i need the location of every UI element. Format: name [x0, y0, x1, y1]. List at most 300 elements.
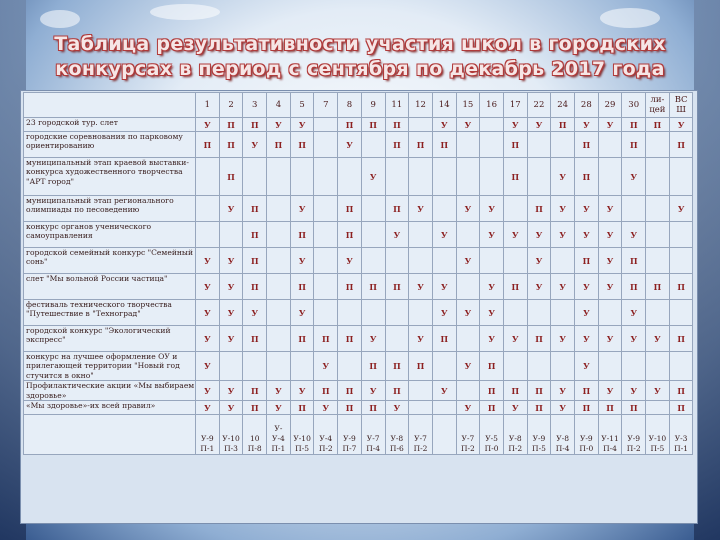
- totals-label: [24, 415, 196, 455]
- table-row: [24, 326, 693, 352]
- result-cell: П: [669, 274, 693, 300]
- result-cell: П: [338, 118, 362, 132]
- result-cell: У: [480, 196, 504, 222]
- total-cell: 10 П-8: [243, 415, 267, 455]
- row-label: конкурс на лучшее оформление ОУ и прилегающей территории "Новый год стучится в окно": [24, 352, 196, 381]
- column-header: 29: [598, 93, 622, 118]
- result-cell: П: [385, 381, 409, 401]
- total-cell: У-9 П-2: [622, 415, 646, 455]
- result-cell: П: [290, 132, 314, 158]
- total-cell: У- У-4 П-1: [267, 415, 291, 455]
- result-cell: П: [267, 132, 291, 158]
- table-row: [24, 381, 693, 401]
- result-cell: [456, 132, 480, 158]
- result-cell: У: [432, 300, 456, 326]
- result-cell: П: [646, 274, 670, 300]
- result-cell: [267, 274, 291, 300]
- result-cell: У: [598, 248, 622, 274]
- result-cell: [503, 352, 527, 381]
- result-cell: У: [551, 401, 575, 415]
- result-cell: [409, 401, 433, 415]
- result-cell: У: [598, 118, 622, 132]
- result-cell: П: [361, 274, 385, 300]
- total-cell: У-7 П-4: [361, 415, 385, 455]
- result-cell: [456, 326, 480, 352]
- result-cell: [314, 158, 338, 196]
- column-header: 11: [385, 93, 409, 118]
- result-cell: [338, 158, 362, 196]
- result-cell: [267, 222, 291, 248]
- result-cell: У: [622, 381, 646, 401]
- result-cell: У: [646, 326, 670, 352]
- result-cell: У: [503, 118, 527, 132]
- total-cell: У-9 П-5: [527, 415, 551, 455]
- result-cell: П: [598, 401, 622, 415]
- column-header: 5: [290, 93, 314, 118]
- result-cell: [290, 158, 314, 196]
- result-cell: [267, 248, 291, 274]
- result-cell: [622, 352, 646, 381]
- result-cell: У: [219, 381, 243, 401]
- result-cell: П: [338, 196, 362, 222]
- result-cell: У: [575, 300, 599, 326]
- result-cell: У: [456, 196, 480, 222]
- result-cell: [196, 196, 220, 222]
- result-cell: П: [385, 196, 409, 222]
- result-cell: П: [669, 381, 693, 401]
- result-cell: [646, 401, 670, 415]
- result-cell: У: [219, 274, 243, 300]
- result-cell: [361, 300, 385, 326]
- result-cell: У: [196, 300, 220, 326]
- result-cell: [409, 222, 433, 248]
- table-row: [24, 222, 693, 248]
- result-cell: П: [290, 326, 314, 352]
- result-cell: У: [575, 326, 599, 352]
- result-cell: У: [432, 381, 456, 401]
- result-cell: У: [503, 326, 527, 352]
- table-row: [24, 274, 693, 300]
- column-header: 30: [622, 93, 646, 118]
- snow-patch: [150, 4, 220, 20]
- result-cell: [669, 300, 693, 326]
- table-row: [24, 158, 693, 196]
- result-cell: У: [598, 381, 622, 401]
- result-cell: У: [196, 352, 220, 381]
- result-cell: П: [361, 401, 385, 415]
- result-cell: У: [551, 381, 575, 401]
- result-cell: [646, 222, 670, 248]
- result-cell: [598, 352, 622, 381]
- result-cell: У: [290, 381, 314, 401]
- result-cell: [669, 158, 693, 196]
- result-cell: П: [219, 158, 243, 196]
- result-cell: [551, 300, 575, 326]
- result-cell: П: [290, 274, 314, 300]
- header-row: [24, 93, 693, 118]
- result-cell: П: [575, 158, 599, 196]
- result-cell: У: [527, 248, 551, 274]
- result-cell: У: [196, 274, 220, 300]
- result-cell: У: [575, 222, 599, 248]
- column-header: 7: [314, 93, 338, 118]
- result-cell: П: [338, 222, 362, 248]
- result-cell: [432, 158, 456, 196]
- result-cell: П: [361, 352, 385, 381]
- result-cell: [314, 274, 338, 300]
- snow-patch: [40, 10, 80, 28]
- totals-row: [24, 415, 693, 455]
- result-cell: П: [527, 326, 551, 352]
- result-cell: У: [551, 158, 575, 196]
- result-cell: У: [409, 326, 433, 352]
- result-cell: П: [527, 196, 551, 222]
- page-title: Таблица результативности участия школ в городских конкурсах в период с сентября по декабрь 2017 года: [54, 33, 666, 80]
- result-cell: [456, 274, 480, 300]
- result-cell: [409, 381, 433, 401]
- result-cell: [646, 352, 670, 381]
- result-cell: П: [243, 381, 267, 401]
- result-cell: У: [267, 118, 291, 132]
- total-cell: У-8 П-4: [551, 415, 575, 455]
- result-cell: П: [575, 248, 599, 274]
- result-cell: [480, 248, 504, 274]
- result-cell: П: [196, 132, 220, 158]
- result-cell: П: [669, 326, 693, 352]
- result-cell: П: [669, 132, 693, 158]
- column-header: 2: [219, 93, 243, 118]
- column-header: 16: [480, 93, 504, 118]
- result-cell: У: [669, 196, 693, 222]
- result-cell: У: [456, 401, 480, 415]
- total-cell: [432, 415, 456, 455]
- result-cell: [503, 300, 527, 326]
- result-cell: [243, 158, 267, 196]
- total-cell: У-3 П-1: [669, 415, 693, 455]
- result-cell: У: [385, 222, 409, 248]
- result-cell: [527, 352, 551, 381]
- total-cell: У-8 П-2: [503, 415, 527, 455]
- result-cell: У: [385, 401, 409, 415]
- column-header: 3: [243, 93, 267, 118]
- result-cell: У: [622, 326, 646, 352]
- result-cell: П: [432, 132, 456, 158]
- result-cell: П: [385, 132, 409, 158]
- result-cell: У: [361, 158, 385, 196]
- result-cell: У: [243, 300, 267, 326]
- result-cell: У: [480, 326, 504, 352]
- result-cell: [361, 222, 385, 248]
- result-cell: П: [575, 401, 599, 415]
- result-cell: П: [409, 132, 433, 158]
- result-cell: [314, 248, 338, 274]
- result-cell: У: [598, 326, 622, 352]
- result-cell: У: [480, 222, 504, 248]
- result-cell: П: [503, 381, 527, 401]
- row-label: фестиваль технического творчества "Путешествие в "Техноград": [24, 300, 196, 326]
- result-cell: У: [290, 118, 314, 132]
- result-cell: У: [267, 401, 291, 415]
- result-cell: У: [503, 401, 527, 415]
- result-cell: П: [361, 118, 385, 132]
- result-cell: У: [219, 326, 243, 352]
- total-cell: У-9 П-1: [196, 415, 220, 455]
- result-cell: [267, 352, 291, 381]
- result-cell: У: [622, 222, 646, 248]
- result-cell: П: [527, 401, 551, 415]
- result-cell: [243, 352, 267, 381]
- result-cell: П: [314, 381, 338, 401]
- result-cell: [314, 196, 338, 222]
- result-cell: [432, 352, 456, 381]
- total-cell: У-9 П-7: [338, 415, 362, 455]
- result-cell: У: [219, 196, 243, 222]
- result-cell: У: [456, 118, 480, 132]
- result-cell: [361, 132, 385, 158]
- result-cell: У: [196, 381, 220, 401]
- result-cell: П: [243, 326, 267, 352]
- result-cell: П: [219, 118, 243, 132]
- result-cell: П: [646, 118, 670, 132]
- result-cell: [646, 196, 670, 222]
- result-cell: У: [196, 326, 220, 352]
- result-cell: У: [551, 196, 575, 222]
- result-cell: У: [219, 401, 243, 415]
- result-cell: У: [575, 196, 599, 222]
- total-cell: У-9 П-0: [575, 415, 599, 455]
- result-cell: [385, 300, 409, 326]
- column-header: ВС Ш: [669, 93, 693, 118]
- column-header: ли-цей: [646, 93, 670, 118]
- results-table: [23, 92, 693, 455]
- result-cell: У: [669, 118, 693, 132]
- row-label: слет "Мы вольной России частица": [24, 274, 196, 300]
- result-cell: У: [480, 300, 504, 326]
- result-cell: [622, 196, 646, 222]
- result-cell: П: [243, 222, 267, 248]
- result-cell: [267, 300, 291, 326]
- result-cell: У: [527, 274, 551, 300]
- result-cell: У: [432, 274, 456, 300]
- result-cell: [456, 222, 480, 248]
- result-cell: У: [338, 132, 362, 158]
- row-label: конкурс органов ученического самоуправления: [24, 222, 196, 248]
- result-cell: [646, 158, 670, 196]
- result-cell: У: [646, 381, 670, 401]
- result-cell: У: [622, 300, 646, 326]
- result-cell: У: [290, 196, 314, 222]
- result-cell: [527, 132, 551, 158]
- result-cell: [409, 300, 433, 326]
- total-cell: У-7 П-2: [409, 415, 433, 455]
- result-cell: П: [575, 132, 599, 158]
- result-cell: П: [338, 274, 362, 300]
- result-cell: У: [575, 352, 599, 381]
- column-header: 9: [361, 93, 385, 118]
- column-header: 14: [432, 93, 456, 118]
- result-cell: [361, 196, 385, 222]
- result-cell: У: [219, 248, 243, 274]
- result-cell: [314, 118, 338, 132]
- result-cell: [598, 300, 622, 326]
- result-cell: [385, 326, 409, 352]
- column-header: 28: [575, 93, 599, 118]
- snow-patch: [600, 8, 660, 28]
- result-cell: П: [338, 326, 362, 352]
- result-cell: [646, 300, 670, 326]
- header-corner: [24, 93, 196, 118]
- result-cell: П: [622, 132, 646, 158]
- result-cell: П: [385, 352, 409, 381]
- result-cell: [219, 352, 243, 381]
- result-cell: У: [243, 132, 267, 158]
- result-cell: П: [622, 401, 646, 415]
- result-cell: У: [527, 222, 551, 248]
- result-cell: [314, 300, 338, 326]
- result-cell: У: [551, 222, 575, 248]
- result-cell: П: [338, 401, 362, 415]
- total-cell: У-11 П-4: [598, 415, 622, 455]
- result-cell: [646, 248, 670, 274]
- column-header: 1: [196, 93, 220, 118]
- result-cell: [409, 118, 433, 132]
- result-cell: У: [432, 222, 456, 248]
- result-cell: [196, 222, 220, 248]
- result-cell: У: [456, 248, 480, 274]
- result-cell: П: [243, 274, 267, 300]
- result-cell: У: [456, 352, 480, 381]
- table-row: [24, 118, 693, 132]
- result-cell: П: [385, 118, 409, 132]
- total-cell: У-10 П-5: [290, 415, 314, 455]
- result-cell: [598, 132, 622, 158]
- result-cell: [314, 132, 338, 158]
- result-cell: [669, 222, 693, 248]
- result-cell: У: [361, 381, 385, 401]
- total-cell: У-10 П-3: [219, 415, 243, 455]
- row-label: городские соревнования по парковому ориентированию: [24, 132, 196, 158]
- result-cell: П: [432, 326, 456, 352]
- result-cell: У: [196, 248, 220, 274]
- result-cell: П: [575, 381, 599, 401]
- result-cell: У: [503, 222, 527, 248]
- result-cell: П: [290, 222, 314, 248]
- result-cell: [338, 300, 362, 326]
- table-row: [24, 248, 693, 274]
- result-cell: [669, 352, 693, 381]
- result-cell: П: [409, 352, 433, 381]
- result-cell: П: [622, 118, 646, 132]
- column-header: 4: [267, 93, 291, 118]
- result-cell: [361, 248, 385, 274]
- result-cell: У: [551, 274, 575, 300]
- column-header: 22: [527, 93, 551, 118]
- column-header: 8: [338, 93, 362, 118]
- result-cell: П: [480, 401, 504, 415]
- result-cell: У: [575, 118, 599, 132]
- result-cell: [314, 222, 338, 248]
- result-cell: У: [361, 326, 385, 352]
- result-cell: [456, 158, 480, 196]
- row-label: «Мы здоровье»-их всей правил»: [24, 401, 196, 415]
- result-cell: [456, 381, 480, 401]
- result-cell: У: [622, 158, 646, 196]
- row-label: 23 городской тур. слет: [24, 118, 196, 132]
- result-cell: П: [622, 248, 646, 274]
- result-cell: У: [598, 274, 622, 300]
- result-cell: П: [503, 158, 527, 196]
- result-cell: П: [243, 118, 267, 132]
- result-cell: У: [314, 352, 338, 381]
- result-cell: П: [527, 381, 551, 401]
- result-cell: У: [551, 326, 575, 352]
- result-cell: [527, 158, 551, 196]
- result-cell: У: [598, 222, 622, 248]
- result-cell: У: [409, 196, 433, 222]
- table-row: [24, 132, 693, 158]
- result-cell: [267, 326, 291, 352]
- result-cell: П: [219, 132, 243, 158]
- result-cell: П: [290, 401, 314, 415]
- result-cell: [480, 158, 504, 196]
- result-cell: [290, 352, 314, 381]
- result-cell: У: [290, 248, 314, 274]
- column-header: 17: [503, 93, 527, 118]
- result-cell: П: [551, 118, 575, 132]
- result-cell: У: [527, 118, 551, 132]
- result-cell: П: [503, 274, 527, 300]
- result-cell: П: [243, 401, 267, 415]
- column-header: 12: [409, 93, 433, 118]
- result-cell: [409, 158, 433, 196]
- table-row: [24, 352, 693, 381]
- result-cell: У: [314, 401, 338, 415]
- table-row: [24, 300, 693, 326]
- result-cell: [432, 401, 456, 415]
- result-cell: У: [409, 274, 433, 300]
- result-cell: У: [598, 196, 622, 222]
- result-cell: [551, 248, 575, 274]
- result-cell: У: [456, 300, 480, 326]
- result-cell: [338, 352, 362, 381]
- table-row: [24, 196, 693, 222]
- result-cell: [196, 158, 220, 196]
- result-cell: [385, 248, 409, 274]
- total-cell: У-8 П-6: [385, 415, 409, 455]
- result-cell: П: [338, 381, 362, 401]
- row-label: муниципальный этап краевой выставки-конкурса художественного творчества "АРТ город": [24, 158, 196, 196]
- result-cell: П: [669, 401, 693, 415]
- result-cell: У: [432, 118, 456, 132]
- row-label: городской семейный конкурс "Семейный сонь": [24, 248, 196, 274]
- result-cell: [646, 132, 670, 158]
- result-cell: [480, 118, 504, 132]
- result-cell: П: [622, 274, 646, 300]
- result-cell: [267, 196, 291, 222]
- column-header: 15: [456, 93, 480, 118]
- row-label: городской конкурс "Экологический экспресс": [24, 326, 196, 352]
- result-cell: П: [314, 326, 338, 352]
- column-header: 24: [551, 93, 575, 118]
- row-label: Профилактические акции «Мы выбираем здоровье»: [24, 381, 196, 401]
- result-cell: У: [196, 401, 220, 415]
- result-cell: П: [243, 196, 267, 222]
- total-cell: У-5 П-0: [480, 415, 504, 455]
- result-cell: У: [480, 274, 504, 300]
- result-cell: [385, 158, 409, 196]
- result-cell: П: [480, 352, 504, 381]
- result-cell: [551, 132, 575, 158]
